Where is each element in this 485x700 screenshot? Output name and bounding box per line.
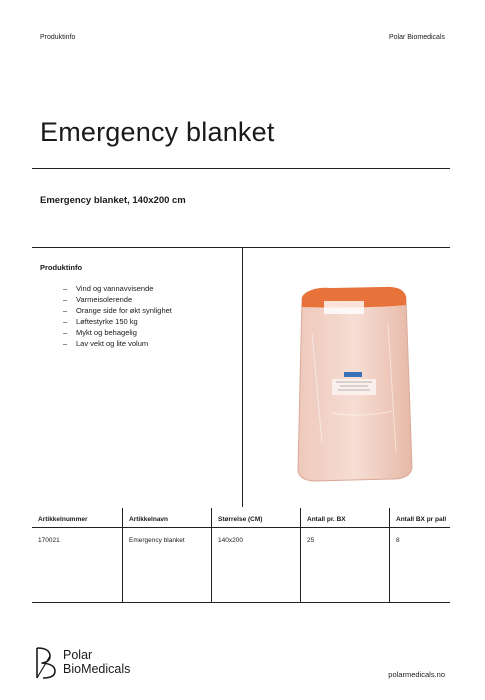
logo-wordmark [63,648,130,676]
list-item: – Vind og vannavvisende [63,283,172,294]
product-subtitle: Emergency blanket, 140x200 cm [40,195,186,206]
header-right-label: Polar Biomedicals [388,34,445,41]
col-header-artikkelnummer: Artikkelnummer [32,508,123,528]
logo-line-1: Polar [63,648,93,662]
table-row [32,528,450,603]
title-divider [32,168,450,169]
list-item: – Varmeisolerende [63,294,172,305]
list-item: – Mykt og behagelig [63,327,172,338]
page-title: Emergency blanket [40,117,275,147]
col-header-antall-bx: Antall pr. BX [301,508,390,528]
polar-biomedicals-logo-icon [34,646,58,680]
header-left-label: Produktinfo [40,34,76,41]
article-table [32,508,450,603]
cell-artikkelnummer: 170021 [32,528,123,603]
col-header-artikkelnavn: Artikkelnavn [123,508,212,528]
cell-artikkelnavn: Emergency blanket [123,528,212,603]
logo-line-2: BioMedicals [63,662,131,676]
col-header-storrelse: Størrelse (CM) [212,508,301,528]
column-divider [242,247,243,507]
table-header-row [32,508,450,528]
cell-storrelse: 140x200 [212,528,301,603]
feature-list [63,283,172,349]
section-divider [32,247,450,248]
list-item: – Løftestyrke 150 kg [63,316,172,327]
col-header-antall-bx-pall: Antall BX pr pall [390,508,451,528]
list-item: – Lav vekt og lite volum [63,338,172,349]
list-item: – Orange side for økt synlighet [63,305,172,316]
cell-antall-bx-pall: 8 [390,528,451,603]
info-heading: Produktinfo [40,263,83,272]
product-image [292,283,416,483]
footer-url[interactable]: polarmedicals.no [388,670,445,679]
cell-antall-bx: 25 [301,528,390,603]
